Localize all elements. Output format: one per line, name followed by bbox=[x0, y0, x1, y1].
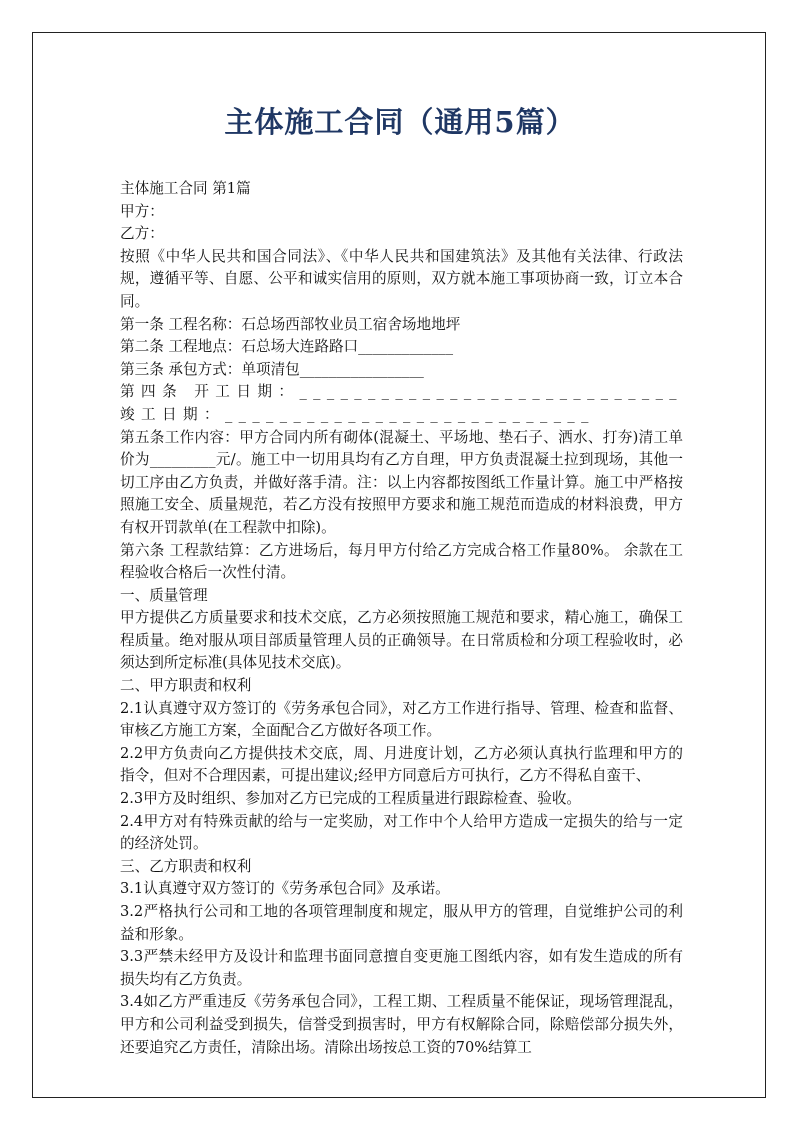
document-body bbox=[120, 178, 683, 1059]
party-a-line: 甲方： bbox=[120, 202, 164, 220]
section-quality-heading: 一、质量管理 bbox=[120, 586, 208, 604]
clause-2-4: 2.4甲方对有特殊贡献的给与一定奖励，对工作中个人给甲方造成一定损失的给与一定的经济处罚。 bbox=[120, 812, 683, 853]
article-5-paragraph: 第五条工作内容：甲方合同内所有砌体(混凝土、平场地、垫石子、洒水、打夯)清工单价为_________元/。施工中一切用具均有乙方自理，甲方负责混凝土拉到现场，其他一切工序由乙方负责，并做好落手清。注：以上内容都按图纸工作量计算。施工中严格按照施工安全、质量规范，若乙方没有按照甲方要求和施工规范而造成的材料浪费，甲方有权开罚款单(在工程款中扣除)。 bbox=[120, 428, 683, 536]
clause-3-4: 3.4如乙方严重违反《劳务承包合同》，工程工期、工程质量不能保证，现场管理混乱，甲方和公司利益受到损失，信誉受到损害时，甲方有权解除合同，除赔偿部分损失外，还要追究乙方责任，清除出场。清除出场按总工资的70%结算工 bbox=[120, 993, 683, 1056]
document-title: 主体施工合同（通用5篇） bbox=[224, 105, 576, 139]
article-6-paragraph: 第六条 工程款结算：乙方进场后，每月甲方付给乙方完成合格工作量80%。 余款在工程验收合格后一次性付清。 bbox=[120, 541, 683, 582]
party-b-line: 乙方： bbox=[120, 225, 164, 243]
quality-paragraph: 甲方提供乙方质量要求和技术交底，乙方必须按照施工规范和要求，精心施工，确保工程质量。绝对服从项目部质量管理人员的正确领导。在日常质检和分项工程验收时，必须达到所定标准(具体见技术交底)。 bbox=[120, 609, 683, 672]
section-party-b-heading: 三、乙方职责和权利 bbox=[120, 857, 252, 875]
section-heading: 主体施工合同 第1篇 bbox=[120, 180, 251, 197]
article-4-line: 第四条 开工日期：____________________________ 竣工日期：___________________________ bbox=[120, 383, 683, 423]
clause-3-2: 3.2严格执行公司和工地的各项管理制度和规定，服从甲方的管理，自觉维护公司的利益和形象。 bbox=[120, 903, 683, 943]
article-3-line: 第三条 承包方式：单项清包_________________ bbox=[120, 360, 424, 378]
clause-2-1: 2.1认真遵守双方签订的《劳务承包合同》，对乙方工作进行指导、管理、检查和监督、审核乙方施工方案，全面配合乙方做好各项工作。 bbox=[120, 699, 683, 740]
section-party-a-heading: 二、甲方职责和权利 bbox=[120, 677, 252, 695]
preamble-paragraph: 按照《中华人民共和国合同法》、《中华人民共和国建筑法》及其他有关法律、行政法规，遵循平等、自愿、公平和诚实信用的原则，双方就本施工事项协商一致，订立本合同。 bbox=[120, 247, 683, 310]
clause-3-3: 3.3严禁未经甲方及设计和监理书面同意擅自变更施工图纸内容，如有发生造成的所有损失均有乙方负责。 bbox=[120, 948, 683, 988]
article-2-line: 第二条 工程地点：石总场大连路路口_____________ bbox=[120, 338, 453, 356]
clause-3-1: 3.1认真遵守双方签订的《劳务承包合同》及承诺。 bbox=[120, 880, 450, 898]
clause-2-3: 2.3甲方及时组织、参加对乙方已完成的工程质量进行跟踪检查、验收。 bbox=[120, 790, 582, 808]
clause-2-2: 2.2甲方负责向乙方提供技术交底，周、月进度计划，乙方必须认真执行监理和甲方的指令，但对不合理因素，可提出建议;经甲方同意后方可执行，乙方不得私自蛮干、 bbox=[120, 744, 683, 785]
article-1-line: 第一条 工程名称：石总场西部牧业员工宿舍场地地坪 bbox=[120, 315, 461, 333]
